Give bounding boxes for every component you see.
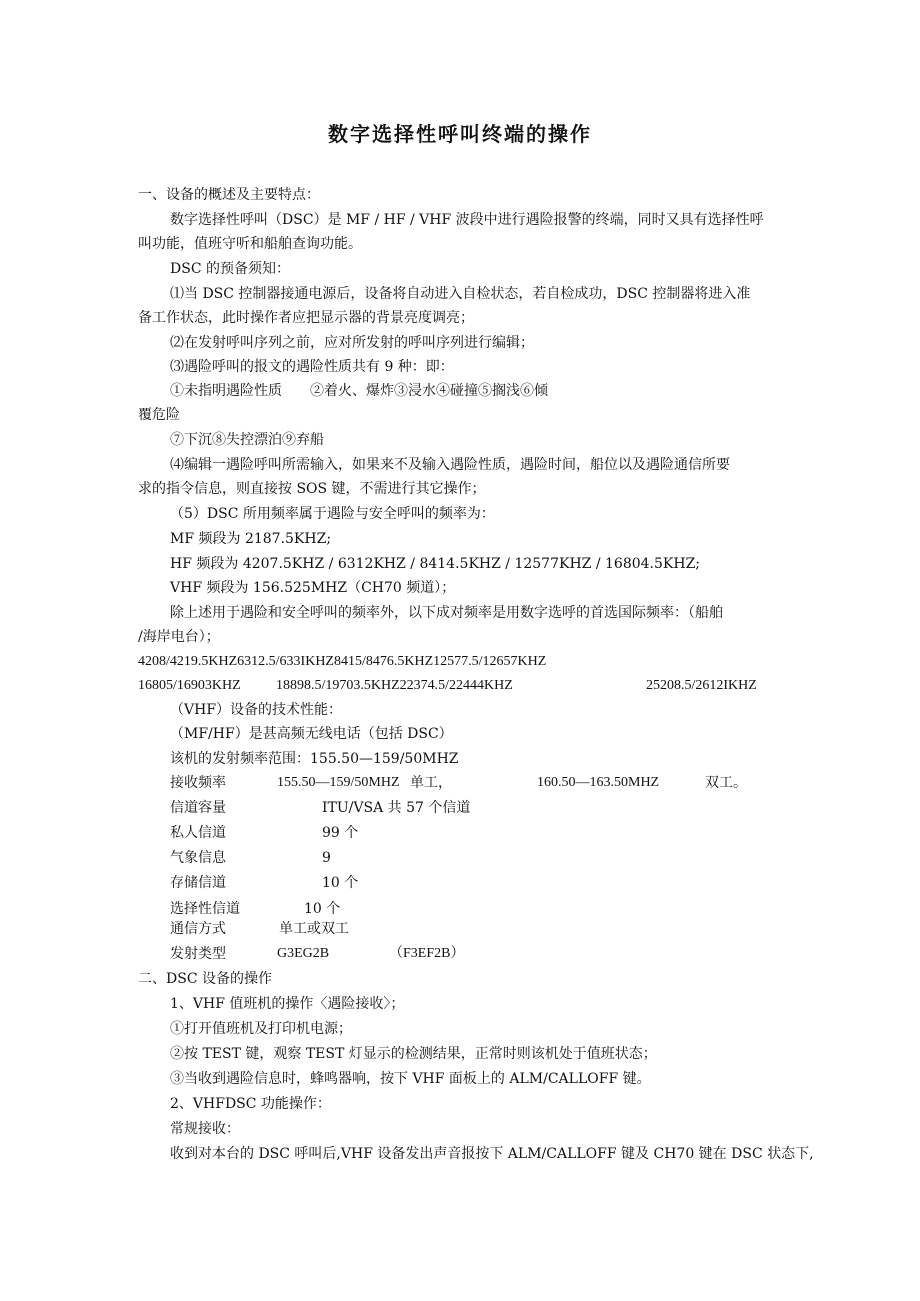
freq-mf: MF 频段为 2187.5KHZ;: [170, 531, 332, 547]
distress-nature-line3: ⑦下沉⑧失控漂泊⑨弃船: [170, 432, 324, 448]
spec-row-value: G3EG2B: [277, 946, 330, 961]
prep-item3: ⑶遇险呼叫的报文的遇险性质共有 9 种：即：: [170, 359, 454, 375]
overview-paragraph-line2: 叫功能，值班守听和船舶查询功能。: [138, 236, 362, 252]
spec-row-value: 10 个: [304, 901, 341, 917]
spec-row-label: 通信方式: [170, 921, 226, 937]
op1-step3: ③当收到遇险信息时，蜂鸣器响，按下 VHF 面板上的 ALM/CALLOFF 键。: [170, 1071, 651, 1087]
freq-vhf: VHF 频段为 156.525MHZ（CH70 频道）；: [170, 580, 456, 596]
section2-heading: 二、DSC 设备的操作: [138, 971, 272, 987]
spec-row-value: 单工或双工: [279, 921, 349, 937]
spec-row-label: 信道容量: [170, 800, 226, 816]
freq-pairs-line2-b: 18898.5/19703.5KHZ22374.5/22444KHZ: [276, 678, 513, 693]
distress-nature-line2: 覆危险: [138, 407, 180, 423]
op2-subtitle: 常规接收：: [170, 1121, 240, 1137]
overview-paragraph-line1: 数字选择性呼叫（DSC）是 MF / HF / VHF 波段中进行遇险报警的终端，同时又具有选择性呼: [170, 212, 764, 228]
op1-step2: ②按 TEST 键，观察 TEST 灯显示的检测结果，正常时则该机处于值班状态；: [170, 1046, 657, 1062]
op1-title: 1、VHF 值班机的操作〈遇险接收〉；: [170, 996, 405, 1012]
freq-pairs-line1: 4208/4219.5KHZ6312.5/633IKHZ8415/8476.5KHZ12577.5/12657KHZ: [138, 654, 547, 669]
prep-item1-line2: 备工作状态，此时操作者应把显示器的背景亮度调亮；: [138, 310, 474, 326]
prep-item2: ⑵在发射呼叫序列之前，应对所发射的呼叫序列进行编辑；: [170, 335, 534, 351]
distress-nature-line1: ①未指明遇险性质 ②着火、爆炸③浸水④碰撞⑤搁浅⑥倾: [170, 383, 548, 399]
spec-row-value: 99 个: [322, 825, 359, 841]
spec-row-label: 私人信道: [170, 825, 226, 841]
prep-item4-line1: ⑷编辑一遇险呼叫所需输入，如果来不及输入遇险性质，遇险时间，船位以及遇险通信所要: [170, 457, 730, 473]
rx-duplex-label: 双工。: [705, 775, 747, 791]
spec-row-label: 选择性信道: [170, 901, 240, 917]
op1-step1: ①打开值班机及打印机电源；: [170, 1021, 352, 1037]
spec-row-value: ITU/VSA 共 57 个信道: [322, 800, 471, 816]
freq-pairs-line2-c: 25208.5/2612IKHZ: [646, 678, 757, 693]
spec-row-label: 气象信息: [170, 850, 226, 866]
op2-text: 收到对本台的 DSC 呼叫后,VHF 设备发出声音报按下 ALM/CALLOFF 键及 CH70 键在 DSC 状态下,: [170, 1146, 814, 1162]
freq-hf: HF 频段为 4207.5KHZ / 6312KHZ / 8414.5KHZ / 12577KHZ / 16804.5KHZ;: [170, 556, 701, 572]
emission-alt-value: （F3EF2B）: [389, 946, 465, 961]
rx-simplex-label: 单工，: [410, 775, 452, 791]
spec-row-value: 10 个: [322, 875, 359, 891]
prep-item5: （5）DSC 所用频率属于遇险与安全呼叫的频率为：: [170, 506, 495, 522]
intl-freq-line2: /海岸电台）；: [138, 629, 220, 645]
rx-frequency-duplex: 160.50—163.50MHZ: [537, 775, 660, 790]
prep-item1-line1: ⑴当 DSC 控制器接通电源后，设备将自动进入自检状态，若自检成功，DSC 控制器将进入准: [170, 286, 751, 302]
prep-item4-line2: 求的指令信息，则直接按 SOS 键，不需进行其它操作；: [138, 481, 486, 497]
section1-heading: 一、设备的概述及主要特点：: [138, 187, 320, 203]
intl-freq-line1: 除上述用于遇险和安全呼叫的频率外，以下成对频率是用数字选呼的首选国际频率：（船舶: [170, 605, 723, 621]
spec-row-label: 发射类型: [170, 946, 226, 962]
op2-title: 2、VHFDSC 功能操作：: [170, 1096, 331, 1112]
vhf-description: （MF/HF）是甚高频无线电话（包括 DSC）: [170, 726, 453, 742]
page-title: 数字选择性呼叫终端的操作: [328, 122, 592, 146]
spec-row-label: 存储信道: [170, 875, 226, 891]
rx-frequency-simplex: 155.50—159/50MHZ: [277, 775, 400, 790]
vhf-spec-title: （VHF）设备的技术性能：: [170, 702, 343, 718]
prep-title: DSC 的预备须知：: [170, 261, 290, 277]
rx-frequency-label: 接收频率: [170, 775, 226, 791]
freq-pairs-line2-a: 16805/16903KHZ: [138, 678, 241, 693]
tx-frequency-range: 该机的发射频率范围：155.50—159/50MHZ: [170, 751, 459, 767]
spec-row-value: 9: [322, 850, 331, 866]
